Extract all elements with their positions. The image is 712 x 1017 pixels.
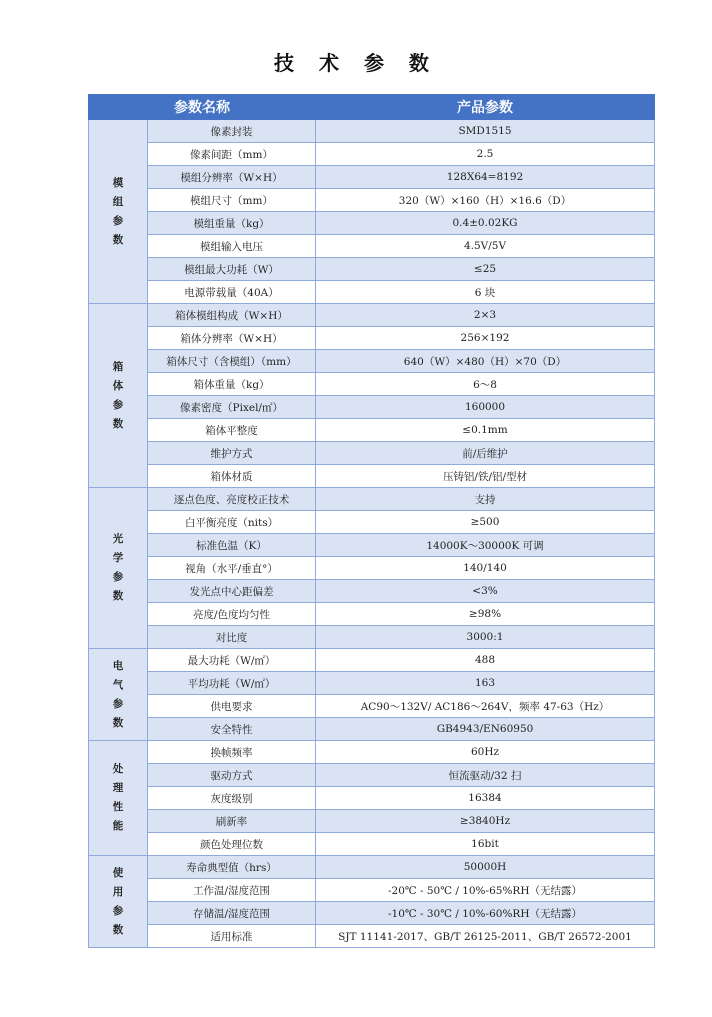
- group-label-text: 处理性能: [112, 763, 124, 832]
- param-value: 14000K～30000K 可调: [316, 534, 655, 557]
- param-name: 灰度级别: [148, 787, 316, 810]
- param-name: 对比度: [148, 626, 316, 649]
- param-value: 488: [316, 649, 655, 672]
- param-name: 模组尺寸（mm）: [148, 189, 316, 212]
- table-row: [89, 580, 655, 603]
- group-label: [89, 856, 148, 948]
- param-value: 支持: [316, 488, 655, 511]
- param-value: GB4943/EN60950: [316, 718, 655, 741]
- param-value: 50000H: [316, 856, 655, 879]
- spec-table: [88, 94, 655, 948]
- header-product-param: 产品参数: [316, 95, 655, 120]
- param-value: SMD1515: [316, 120, 655, 143]
- param-name: 逐点色度、亮度校正技术: [148, 488, 316, 511]
- table-row: [89, 396, 655, 419]
- param-name: 箱体平整度: [148, 419, 316, 442]
- table-row: [89, 856, 655, 879]
- param-name: 亮度/色度均匀性: [148, 603, 316, 626]
- table-row: [89, 465, 655, 488]
- param-name: 最大功耗（W/㎡）: [148, 649, 316, 672]
- param-value: 60Hz: [316, 741, 655, 764]
- param-name: 发光点中心距偏差: [148, 580, 316, 603]
- table-row: [89, 442, 655, 465]
- param-name: 模组输入电压: [148, 235, 316, 258]
- table-row: [89, 511, 655, 534]
- param-name: 箱体重量（kg）: [148, 373, 316, 396]
- param-name: 箱体模组构成（W×H）: [148, 304, 316, 327]
- table-row: [89, 626, 655, 649]
- table-row: [89, 304, 655, 327]
- table-row: [89, 672, 655, 695]
- table-row: [89, 488, 655, 511]
- table-row: [89, 925, 655, 948]
- param-name: 适用标准: [148, 925, 316, 948]
- param-value: <3%: [316, 580, 655, 603]
- param-value: 320（W）×160（H）×16.6（D）: [316, 189, 655, 212]
- param-value: 16384: [316, 787, 655, 810]
- param-value: 640（W）×480（H）×70（D）: [316, 350, 655, 373]
- table-row: [89, 833, 655, 856]
- group-label: [89, 649, 148, 741]
- group-label: [89, 120, 148, 304]
- table-row: [89, 166, 655, 189]
- param-name: 驱动方式: [148, 764, 316, 787]
- group-label-text: 光学参数: [112, 533, 124, 602]
- param-value: 140/140: [316, 557, 655, 580]
- param-value: 160000: [316, 396, 655, 419]
- table-row: [89, 557, 655, 580]
- param-value: 2×3: [316, 304, 655, 327]
- param-name: 模组分辨率（W×H）: [148, 166, 316, 189]
- header-param-name: 参数名称: [89, 95, 316, 120]
- param-name: 寿命典型值（hrs）: [148, 856, 316, 879]
- param-name: 电源带载量（40A）: [148, 281, 316, 304]
- param-value: 16bit: [316, 833, 655, 856]
- param-name: 刷新率: [148, 810, 316, 833]
- table-row: [89, 327, 655, 350]
- param-name: 箱体材质: [148, 465, 316, 488]
- param-value: 6～8: [316, 373, 655, 396]
- table-row: [89, 235, 655, 258]
- spec-table-body: [89, 120, 655, 948]
- param-value: -20℃ - 50℃ / 10%-65%RH（无结露）: [316, 879, 655, 902]
- table-row: [89, 787, 655, 810]
- group-label-text: 电气参数: [112, 659, 124, 729]
- table-row: [89, 419, 655, 442]
- group-label: [89, 304, 148, 488]
- param-value: 恒流驱动/32 扫: [316, 764, 655, 787]
- param-value: 0.4±0.02KG: [316, 212, 655, 235]
- group-label: [89, 488, 148, 649]
- param-name: 换帧频率: [148, 741, 316, 764]
- table-row: [89, 534, 655, 557]
- table-row: [89, 810, 655, 833]
- param-value: ≤25: [316, 258, 655, 281]
- table-row: [89, 741, 655, 764]
- param-value: SJT 11141-2017、GB/T 26125-2011、GB/T 26572-2001: [316, 925, 655, 948]
- table-row: [89, 649, 655, 672]
- table-row: [89, 281, 655, 304]
- table-row: [89, 764, 655, 787]
- param-name: 颜色处理位数: [148, 833, 316, 856]
- group-label-text: 箱体参数: [112, 360, 124, 430]
- param-name: 像素封装: [148, 120, 316, 143]
- param-value: ≥98%: [316, 603, 655, 626]
- param-value: ≥3840Hz: [316, 810, 655, 833]
- table-row: [89, 212, 655, 235]
- group-label: [89, 741, 148, 856]
- param-name: 存储温/湿度范围: [148, 902, 316, 925]
- param-value: ≥500: [316, 511, 655, 534]
- param-name: 箱体分辨率（W×H）: [148, 327, 316, 350]
- param-name: 工作温/湿度范围: [148, 879, 316, 902]
- table-row: [89, 603, 655, 626]
- spec-table-header: [89, 95, 655, 120]
- group-label-text: 使用参数: [112, 866, 124, 936]
- param-name: 白平衡亮度（nits）: [148, 511, 316, 534]
- param-value: 前/后维护: [316, 442, 655, 465]
- param-value: 128X64=8192: [316, 166, 655, 189]
- param-name: 箱体尺寸（含模组）（mm）: [148, 350, 316, 373]
- param-name: 像素间距（mm）: [148, 143, 316, 166]
- param-name: 模组最大功耗（W）: [148, 258, 316, 281]
- group-label-text: 模组参数: [112, 176, 124, 246]
- param-name: 标准色温（K）: [148, 534, 316, 557]
- param-value: 256×192: [316, 327, 655, 350]
- table-row: [89, 189, 655, 212]
- table-row: [89, 695, 655, 718]
- table-row: [89, 373, 655, 396]
- param-name: 供电要求: [148, 695, 316, 718]
- param-value: ≤0.1mm: [316, 419, 655, 442]
- param-value: 163: [316, 672, 655, 695]
- param-name: 平均功耗（W/㎡）: [148, 672, 316, 695]
- param-value: 4.5V/5V: [316, 235, 655, 258]
- table-row: [89, 350, 655, 373]
- param-value: 2.5: [316, 143, 655, 166]
- param-name: 模组重量（kg）: [148, 212, 316, 235]
- param-name: 视角（水平/垂直°）: [148, 557, 316, 580]
- table-row: [89, 258, 655, 281]
- page-title: 技 术 参 数: [274, 51, 438, 75]
- table-row: [89, 120, 655, 143]
- table-row: [89, 879, 655, 902]
- param-value: -10℃ - 30℃ / 10%-60%RH（无结露）: [316, 902, 655, 925]
- table-row: [89, 718, 655, 741]
- param-value: 6 块: [316, 281, 655, 304]
- param-name: 维护方式: [148, 442, 316, 465]
- param-value: AC90～132V/ AC186～264V，频率 47-63（Hz）: [316, 695, 655, 718]
- param-value: 压铸铝/铁/铝/型材: [316, 465, 655, 488]
- table-row: [89, 143, 655, 166]
- table-row: [89, 902, 655, 925]
- param-value: 3000:1: [316, 626, 655, 649]
- param-name: 像素密度（Pixel/㎡）: [148, 396, 316, 419]
- param-name: 安全特性: [148, 718, 316, 741]
